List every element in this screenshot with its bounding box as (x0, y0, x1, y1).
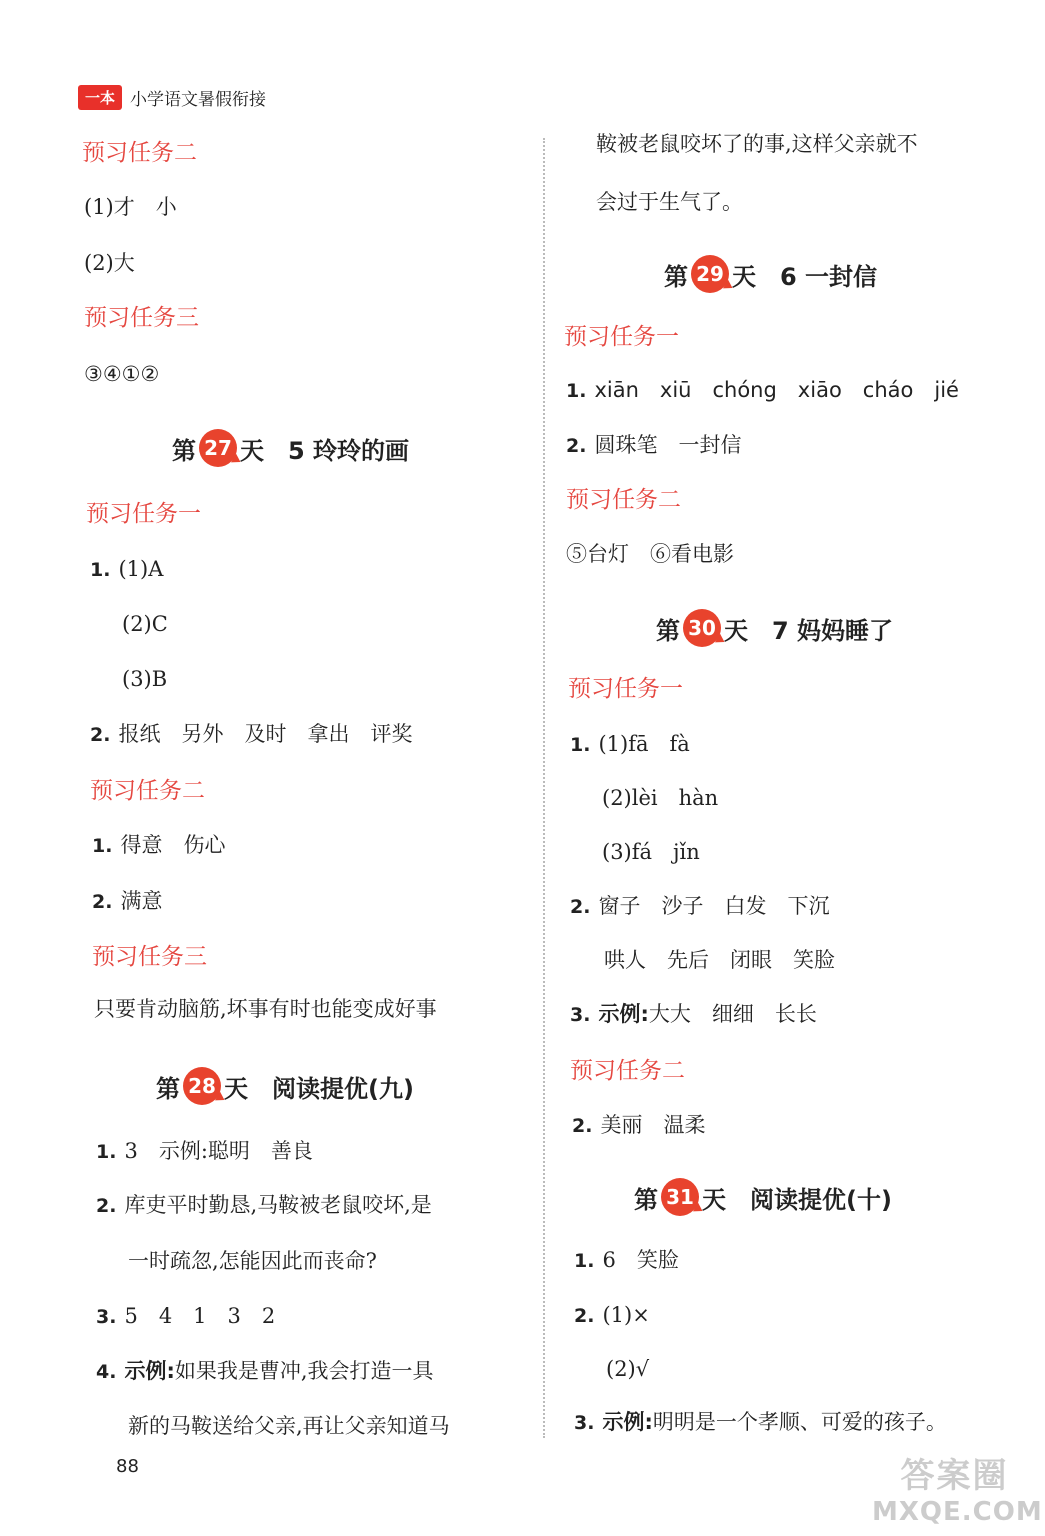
answer-line: (1)才 小 (84, 195, 177, 219)
answer-text: 窗子 沙子 白发 下沉 (598, 894, 830, 918)
answer-text: 库吏平时勤恳,马鞍被老鼠咬坏,是 (124, 1193, 432, 1217)
answer-line (574, 1301, 650, 1330)
item-number: 1. (574, 1250, 595, 1272)
watermark (872, 1448, 1043, 1527)
answer-line (570, 892, 829, 921)
answer-line: (2)大 (84, 251, 135, 275)
watermark-text: 答案圈 (900, 1456, 1009, 1496)
answer-line: ⑤台灯 ⑥看电影 (566, 542, 734, 566)
answer-text: (1)× (602, 1303, 650, 1327)
item-number: 3. (570, 1004, 591, 1026)
task-heading: 预习任务三 (84, 305, 199, 331)
page-number: 88 (116, 1456, 139, 1477)
task-heading: 预习任务一 (568, 676, 683, 702)
answer-text: 明明是一个孝顺、可爱的孩子。 (652, 1410, 947, 1434)
answer-line (574, 1408, 947, 1437)
day-title: 天 5 玲玲的画 (240, 436, 410, 465)
day-prefix: 第 (664, 262, 688, 291)
item-number: 1. (570, 734, 591, 756)
answer-line (96, 1137, 313, 1166)
day-prefix: 第 (156, 1074, 180, 1103)
answer-line (96, 1302, 275, 1331)
answer-line: (3)B (122, 667, 168, 691)
example-label: 示例: (598, 1002, 649, 1026)
series-title: 小学语文暑假衔接 (130, 89, 267, 110)
day-heading-31 (634, 1177, 892, 1217)
day-title: 天 6 一封信 (732, 262, 878, 291)
answer-line: (2)C (122, 612, 168, 636)
answer-text: 大大 细细 长长 (648, 1002, 817, 1026)
answer-line (570, 730, 690, 759)
answer-text: 得意 伤心 (120, 833, 226, 857)
answer-text: 如果我是曹冲,我会打造一具 (174, 1359, 434, 1383)
answer-line (96, 1191, 432, 1220)
answer-line (574, 1246, 679, 1275)
answer-line: ③④①② (84, 362, 160, 386)
item-number: 1. (90, 559, 111, 581)
task-heading: 预习任务三 (92, 944, 207, 970)
answer-line: 新的马鞍送给父亲,再让父亲知道马 (128, 1414, 450, 1438)
item-number: 4. (96, 1361, 117, 1383)
task-heading: 预习任务一 (86, 501, 201, 527)
day-number-badge: 29 (691, 255, 729, 293)
task-heading: 预习任务二 (82, 140, 197, 166)
item-number: 2. (572, 1115, 593, 1137)
answer-line (92, 831, 225, 860)
day-number-badge: 28 (183, 1067, 221, 1105)
answer-text: 报纸 另外 及时 拿出 评奖 (118, 722, 413, 746)
answer-text: 满意 (120, 889, 163, 913)
answer-line (570, 1000, 817, 1029)
answer-line: 会过于生气了。 (596, 190, 743, 214)
answer-line: 只要肯动脑筋,坏事有时也能变成好事 (94, 997, 437, 1021)
answer-line: 一时疏忽,怎能因此而丧命? (128, 1249, 377, 1273)
day-prefix: 第 (172, 436, 196, 465)
answer-line (566, 431, 741, 460)
day-heading-29 (664, 254, 877, 294)
column-divider (543, 138, 545, 1438)
answer-text: 3 示例:聪明 善良 (124, 1139, 313, 1163)
answer-line: (2)√ (606, 1357, 650, 1381)
answer-line (566, 376, 959, 405)
day-title: 天 7 妈妈睡了 (724, 616, 894, 645)
item-number: 2. (574, 1305, 595, 1327)
example-label: 示例: (124, 1359, 175, 1383)
task-heading: 预习任务一 (564, 324, 679, 350)
example-label: 示例: (602, 1410, 653, 1434)
answer-text: 圆珠笔 一封信 (594, 433, 742, 457)
answer-line (90, 555, 163, 584)
day-heading-28 (156, 1066, 414, 1106)
answer-text: 6 笑脸 (602, 1248, 679, 1272)
item-number: 3. (96, 1306, 117, 1328)
task-heading: 预习任务二 (566, 487, 681, 513)
item-number: 2. (566, 435, 587, 457)
page-header (78, 84, 266, 110)
item-number: 3. (574, 1412, 595, 1434)
answer-text: (1)A (118, 557, 164, 581)
item-number: 1. (92, 835, 113, 857)
day-prefix: 第 (634, 1185, 658, 1214)
watermark-url: MXQE.COM (872, 1497, 1043, 1527)
day-prefix: 第 (656, 616, 680, 645)
answer-line (572, 1111, 705, 1140)
answer-text: (1)fā fà (598, 732, 690, 756)
answer-text: xiān xiū chóng xiāo cháo jié (594, 378, 959, 402)
day-number-badge: 30 (683, 609, 721, 647)
item-number: 2. (90, 724, 111, 746)
item-number: 2. (570, 896, 591, 918)
brand-logo: 一本 (78, 85, 122, 110)
answer-line: 鞍被老鼠咬坏了的事,这样父亲就不 (596, 132, 918, 156)
day-heading-30 (656, 608, 893, 648)
task-heading: 预习任务二 (570, 1058, 685, 1084)
answer-line (90, 720, 412, 749)
item-number: 2. (96, 1195, 117, 1217)
answer-line (92, 887, 162, 916)
answer-line (96, 1357, 434, 1386)
day-number-badge: 27 (199, 429, 237, 467)
item-number: 2. (92, 891, 113, 913)
item-number: 1. (566, 380, 587, 402)
answer-line: (3)fá jǐn (602, 840, 700, 864)
answer-text: 5 4 1 3 2 (124, 1304, 276, 1328)
answer-line: 哄人 先后 闭眼 笑脸 (604, 948, 835, 972)
answer-text: 美丽 温柔 (600, 1113, 706, 1137)
answer-line: (2)lèi hàn (602, 786, 719, 810)
task-heading: 预习任务二 (90, 778, 205, 804)
item-number: 1. (96, 1141, 117, 1163)
day-number-badge: 31 (661, 1178, 699, 1216)
day-title: 天 阅读提优(九) (224, 1074, 414, 1103)
day-heading-27 (172, 428, 409, 468)
day-title: 天 阅读提优(十) (702, 1185, 892, 1214)
